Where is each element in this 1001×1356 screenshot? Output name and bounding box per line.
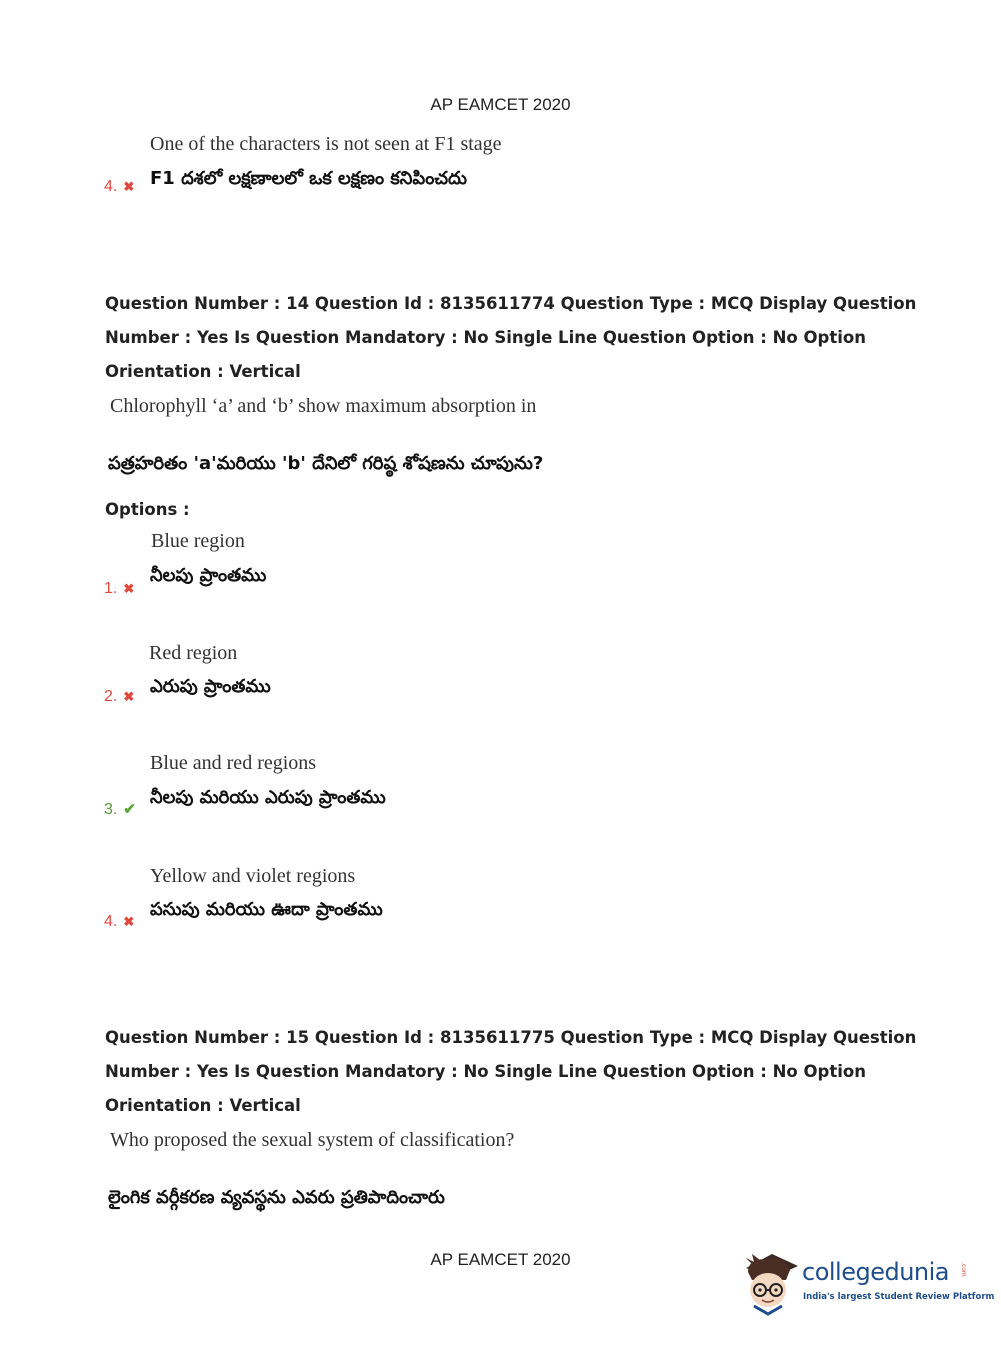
option-number: 2. (104, 688, 118, 705)
q14-option-1-telugu: నీలపు ప్రాంతము (150, 565, 267, 586)
checkmark-icon: ✔ (123, 801, 136, 818)
logo-tagline: India's largest Student Review Platform (803, 1292, 995, 1302)
cross-icon: ✖ (123, 179, 135, 194)
q15-meta-line-3: Orientation : Vertical (105, 1096, 301, 1115)
option-number: 3. (104, 801, 118, 818)
q14-question-telugu: పత్రహరితం 'a'మరియు 'b' దేనిలో గరిష్ఠ శోషణను చూపును? (108, 453, 544, 474)
logo-dotcom: .com (960, 1262, 967, 1277)
logo-wordmark: collegedunia (802, 1258, 950, 1286)
q14-meta-line-3: Orientation : Vertical (105, 362, 301, 381)
q14-option-1-english: Blue region (151, 530, 245, 552)
q14-question-english: Chlorophyll ‘a’ and ‘b’ show maximum absorption in (110, 395, 537, 417)
q14-option-3-number (104, 800, 136, 819)
page-footer-title: AP EAMCET 2020 (430, 1250, 571, 1269)
collegedunia-logo (742, 1250, 995, 1320)
q14-option-3-english: Blue and red regions (150, 752, 317, 774)
q14-options-label: Options : (105, 500, 190, 519)
q15-question-telugu: లైంగిక వర్గీకరణ వ్యవస్థను ఎవరు ప్రతిపాదించారు (108, 1187, 445, 1208)
cross-icon: ✖ (123, 914, 135, 929)
option-number: 1. (104, 580, 118, 597)
q14-option-1-number (104, 580, 134, 598)
q14-option-2-english: Red region (149, 642, 238, 664)
q15-question-english: Who proposed the sexual system of classification? (110, 1129, 515, 1151)
cross-icon: ✖ (123, 689, 135, 704)
page-header-title: AP EAMCET 2020 (430, 95, 571, 114)
q14-option-4-english: Yellow and violet regions (150, 865, 356, 887)
prev-option-4-telugu: F1 దశలో లక్షణాలలో ఒక లక్షణం కనిపించదు (150, 168, 467, 189)
q14-option-2-number (104, 688, 134, 706)
q14-option-4-telugu: పసుపు మరియు ఊదా ప్రాంతము (150, 899, 383, 920)
prev-option-4-number (104, 178, 134, 196)
cross-icon: ✖ (123, 581, 135, 596)
option-number: 4. (104, 913, 118, 930)
q14-option-4-number (104, 913, 134, 931)
mascot-icon (742, 1250, 800, 1316)
q14-meta-line-2: Number : Yes Is Question Mandatory : No Single Line Question Option : No Option (105, 328, 866, 347)
q14-option-2-telugu: ఎరుపు ప్రాంతము (150, 676, 271, 697)
q15-meta-line-2: Number : Yes Is Question Mandatory : No Single Line Question Option : No Option (105, 1062, 866, 1081)
q15-meta-line-1: Question Number : 15 Question Id : 8135611775 Question Type : MCQ Display Question (105, 1028, 917, 1047)
q14-option-3-telugu: నీలపు మరియు ఎరుపు ప్రాంతము (150, 787, 386, 808)
prev-option-4-english: One of the characters is not seen at F1 stage (150, 133, 502, 155)
q14-meta-line-1: Question Number : 14 Question Id : 8135611774 Question Type : MCQ Display Question (105, 294, 917, 313)
option-number: 4. (104, 178, 118, 195)
